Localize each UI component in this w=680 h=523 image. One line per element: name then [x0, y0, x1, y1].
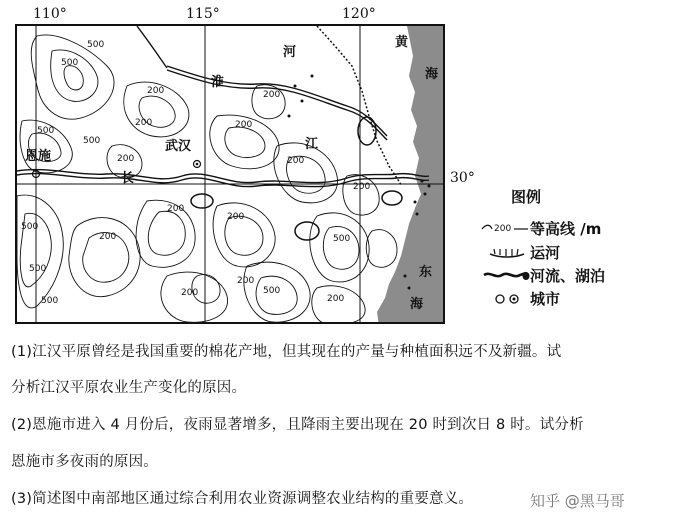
contour-label: 200: [99, 232, 117, 242]
contour-label: 500: [333, 234, 351, 244]
contour-label: 200: [135, 118, 153, 128]
contour-label: 200: [353, 182, 371, 192]
contour-label: 500: [83, 136, 101, 146]
label-sea-yellow: 海: [425, 67, 439, 82]
legend-canal-row: [480, 242, 670, 264]
question-2-line-1: (2)恩施市进入 4 月份后，夜雨显著增多，且降雨主要出现在 20 时到次日 8 时。试分析: [11, 417, 584, 433]
legend-river-label: 河流、湖泊: [530, 267, 606, 285]
label-huang-sea: 黄: [395, 35, 409, 50]
contour-label: 500: [87, 40, 105, 50]
longitude-110-label: 110°: [33, 6, 67, 22]
contour-label: 200: [167, 204, 185, 214]
contour-label: 200: [235, 120, 253, 130]
map-drawing: [17, 26, 445, 324]
question-3: (3)简述图中南部地区通过综合利用农业资源调整农业结构的重要意义。: [11, 491, 474, 507]
contour-label: 500: [41, 296, 59, 306]
contour-label: 200: [287, 156, 305, 166]
canal-icon: [480, 244, 530, 262]
zhihu-watermark: 知乎 @黑马哥: [530, 492, 625, 510]
legend-city-row: [480, 288, 670, 310]
contour-label: 500: [21, 222, 39, 232]
rivers: [17, 26, 429, 187]
lake-dongting: [191, 194, 213, 208]
label-jiang: 江: [305, 137, 319, 152]
legend-contour-row: [480, 218, 670, 240]
contour-label: 200: [263, 90, 281, 100]
river-lake-icon: [480, 267, 530, 285]
contour-label: 200: [227, 212, 245, 222]
contour-label: 200: [237, 276, 255, 286]
label-enshi: 恩施: [25, 149, 52, 164]
latitude-30-label: 30°: [450, 170, 475, 186]
legend-title: 图例: [511, 188, 542, 206]
contour-label: 500: [29, 264, 47, 274]
contour-label: 200: [181, 288, 199, 298]
contour-label: 200: [147, 86, 165, 96]
question-1-line-1: (1)江汉平原曾经是我国重要的棉花产地，但其现在的产量与种植面积远不及新疆。试: [11, 344, 562, 360]
contour-label: 500: [37, 126, 55, 136]
contour-label: 200: [327, 294, 345, 304]
city-icon: [480, 290, 530, 308]
legend-city-label: 城市: [530, 290, 561, 308]
topographic-map: [15, 24, 445, 324]
label-sea-east: 海: [410, 297, 424, 312]
lake-tai: [382, 191, 402, 205]
label-dong: 东: [419, 265, 433, 280]
legend-canal-label: 运河: [530, 244, 561, 262]
contour-label: 500: [61, 58, 79, 68]
label-wuhan: 武汉: [165, 139, 192, 154]
longitude-120-label: 120°: [342, 6, 376, 22]
longitude-115-label: 115°: [186, 6, 220, 22]
contour-label: 200: [117, 154, 135, 164]
label-chang: 长: [121, 171, 135, 186]
legend-river-row: [480, 265, 670, 287]
question-2-line-2: 恩施市多夜雨的原因。: [11, 454, 158, 470]
legend-contour-sample: 200: [494, 224, 512, 234]
contour-label: 500: [263, 286, 281, 296]
question-1-line-2: 分析江汉平原农业生产变化的原因。: [11, 380, 247, 396]
legend-contour-label: 等高线 /m: [530, 220, 602, 238]
label-huai: 淮: [211, 75, 225, 90]
lake-poyang: [295, 222, 319, 240]
label-he: 河: [283, 45, 297, 60]
